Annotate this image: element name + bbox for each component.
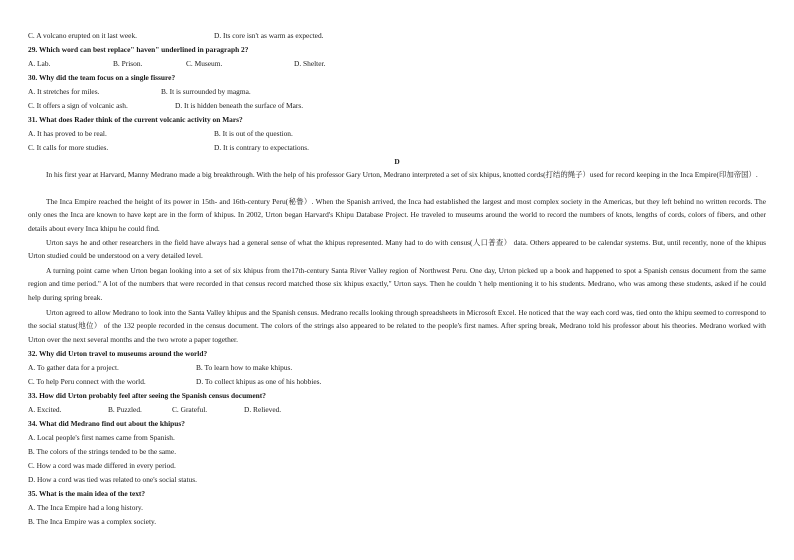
q32-option-d: D. To collect khipus as one of his hobbies.	[196, 377, 322, 386]
q32-option-a: A. To gather data for a project.	[28, 363, 119, 372]
q30-stem: 30. Why did the team focus on a single fissure?	[28, 73, 176, 82]
q34-stem: 34. What did Medrano find out about the khipus?	[28, 419, 185, 428]
q29-stem: 29. Which word can best replace" haven" underlined in paragraph 2?	[28, 45, 249, 54]
q33-option-d: D. Relieved.	[244, 405, 282, 414]
q34-option-c: C. How a cord was made differed in every period.	[28, 461, 176, 470]
q33-option-a: A. Excited.	[28, 405, 62, 414]
q34-option-a: A. Local people's first names came from Spanish.	[28, 433, 175, 442]
passage-paragraph-3: Urton says he and other researchers in the field have always had a general sense of what the khipus represented. Many had to do with census(人口普查） data. Others appeared to be calendar systems. But, until recently, none of the khipus Urton studied could be understood on a very detailed level.	[28, 238, 766, 261]
q34-option-b: B. The colors of the strings tended to be the same.	[28, 447, 177, 456]
passage-paragraph-1: In his first year at Harvard, Manny Medrano made a big breakthrough. With the help of his professor Gary Urton, Medrano interpreted a set of six khipus, knotted cords(打结的绳子）used for record keeping in the Inca Empire(印加帝国）.	[46, 170, 758, 179]
q35-option-a: A. The Inca Empire had a long history.	[28, 503, 143, 512]
q30-option-b: B. It is surrounded by magma.	[161, 87, 251, 96]
q35-option-b: B. The Inca Empire was a complex society.	[28, 517, 157, 526]
q33-option-c: C. Grateful.	[172, 405, 208, 414]
passage-paragraph-5: Urton agreed to allow Medrano to look into the Santa Valley khipus and the Spanish census. Medrano recalls looking through spreadsheets in Microsoft Excel. He noticed that the way each cord was, tied onto the khipu seemed to correspond to the social status(地位） of the 132 people recorded in the census document. The colors of the strings also appeared to be related to the people's first names. After spring break, Medrano told his professor about his theories. Medrano worked with Urton over the next several months and the two wrote a paper together.	[28, 308, 766, 344]
q33-option-b: B. Puzzled.	[108, 405, 142, 414]
q29-option-a: A. Lab.	[28, 59, 51, 68]
q29-option-c: C. Museum.	[186, 59, 223, 68]
q29-option-b: B. Prison.	[113, 59, 143, 68]
passage-paragraph-2: The Inca Empire reached the height of its power in 15th- and 16th-century Peru(秘鲁）. When the Spanish arrived, the Inca had established the largest and most complex society in the Americas, but they left behind no written records. The only ones the Inca are known to have kept are in the form of khipus. In 2002, Urton began Harvard's Khipu Database Project. He traveled to museums around the world to record the numbers of knots, lengths of cords, colors of fibers, and other details about every Inca khipu he could find.	[28, 197, 766, 233]
q30-option-d: D. It is hidden beneath the surface of Mars.	[175, 101, 304, 110]
q32-option-c: C. To help Peru connect with the world.	[28, 377, 146, 386]
q28-option-d: D. Its core isn't as warm as expected.	[214, 31, 324, 40]
section-d-heading: D	[394, 157, 400, 166]
q29-option-d: D. Shelter.	[294, 59, 326, 68]
q33-stem: 33. How did Urton probably feel after seeing the Spanish census document?	[28, 391, 266, 400]
q31-option-a: A. It has proved to be real.	[28, 129, 107, 138]
q34-option-d: D. How a cord was tied was related to one's social status.	[28, 475, 198, 484]
q31-stem: 31. What does Rader think of the current volcanic activity on Mars?	[28, 115, 243, 124]
q28-option-c: C. A volcano erupted on it last week.	[28, 31, 137, 40]
passage-paragraph-4: A turning point came when Urton began looking into a set of six khipus from the17th-century Santa River Valley region of Northwest Peru. One day, Urton picked up a book and happened to spot a Spanish census document from the same region and time period." A lot of the numbers that were recorded in that census record matched those six khipus exactly," Urton says. Then he couldn 't help mentioning it to his students. Medrano, who was among these students, asked if he could help during spring break.	[28, 266, 766, 302]
q31-option-b: B. It is out of the question.	[214, 129, 293, 138]
q32-stem: 32. Why did Urton travel to museums around the world?	[28, 349, 208, 358]
q31-option-c: C. It calls for more studies.	[28, 143, 109, 152]
q31-option-d: D. It is contrary to expectations.	[214, 143, 310, 152]
q30-option-a: A. It stretches for miles.	[28, 87, 100, 96]
q30-option-c: C. It offers a sign of volcanic ash.	[28, 101, 128, 110]
q35-stem: 35. What is the main idea of the text?	[28, 489, 146, 498]
q32-option-b: B. To learn how to make khipus.	[196, 363, 293, 372]
